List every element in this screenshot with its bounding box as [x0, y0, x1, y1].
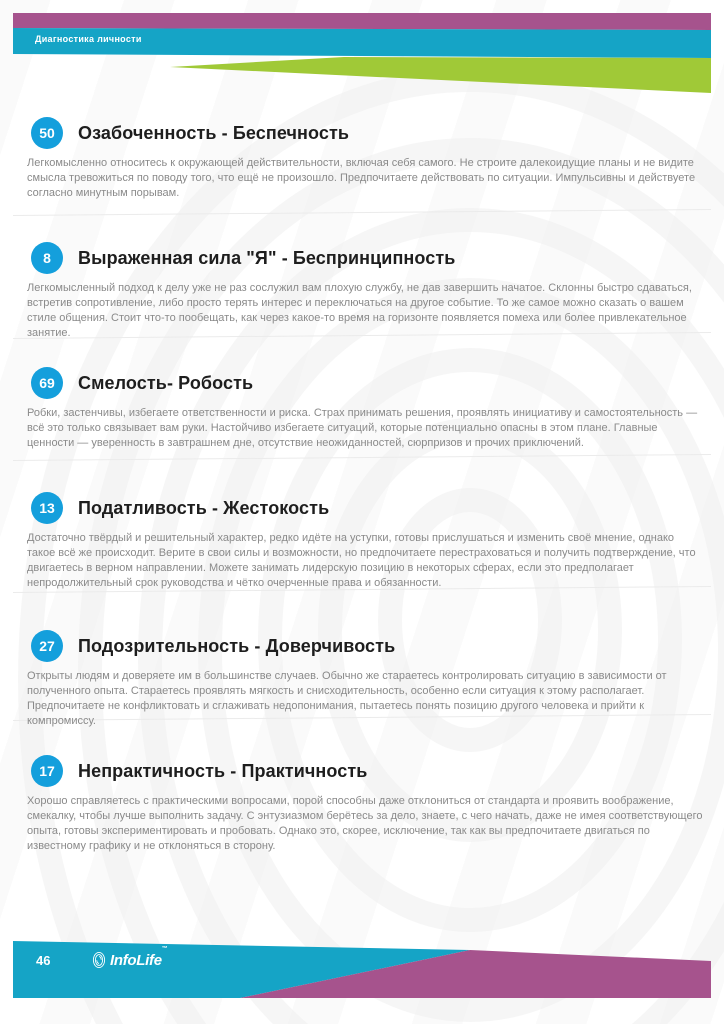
- section-description: Открыты людям и доверяете им в большинстве случаев. Обычно же стараетесь контролировать ситуацию в зависимости от полученного опыта. Стараетесь проявлять мягкость и снисходительность, особенно если ситуация к этому располагает. Предпочитаете не конфликтовать и сглаживать недопонимания, пытаетесь понять позицию другого человека и прийти к компромиссу.: [27, 670, 667, 727]
- section-description: Хорошо справляетесь с практическими вопросами, порой способны даже отклониться от стандарта и проявить воображение, смекалку, чтобы лучше выполнить задачу. С энтузиазмом берётесь за дело, знаете, с чего начать, даже не имея соответствующего опыта, готовы экспериментировать и пробовать. Однако это, скорее, исключение, так как вы предпочитаете двигаться по известному графику и не отклоняться в сторону.: [27, 795, 703, 852]
- section-header: [27, 117, 703, 149]
- section-description: Достаточно твёрдый и решительный характер, редко идёте на уступки, готовы прислушаться и изменить своё мнение, однако такое всё же происходит. Верите в свои силы и возможности, но предпочитаете перестраховаться и получить подтверждение, что двигаетесь в верном направлении. Можете занимать лидерскую позицию в некоторых сферах, если это предполагает непродолжительный срок руководства и чётко очерченные права и обязанности.: [27, 532, 696, 589]
- section-header: [27, 367, 703, 399]
- score-badge: 17: [31, 755, 63, 787]
- trait-section: [27, 117, 703, 201]
- trait-section: [27, 630, 703, 729]
- trademark-symbol: ™: [161, 945, 168, 952]
- trait-section: [27, 367, 703, 451]
- score-badge: 27: [31, 630, 63, 662]
- section-title: Податливость - Жестокость: [78, 497, 330, 518]
- section-description: Легкомысленный подход к делу уже не раз сослужил вам плохую службу, не дав завершить начатое. Склонны быстро сдаваться, встретив сопротивление, либо просто терять интерес и переключаться на другое событие. То же самое можно сказать о вашем стиле общения. Стоит что-то пообещать, как через какое-то время на горизонте появляется помеха или более привлекательное занятие.: [27, 282, 692, 339]
- page-header-title: Диагностика личности: [35, 34, 142, 44]
- trait-section: [27, 242, 703, 341]
- section-header: [27, 755, 703, 787]
- section-title: Озабоченность - Беспечность: [78, 122, 350, 143]
- section-header: [27, 630, 703, 662]
- trait-section: [27, 492, 703, 591]
- section-title: Смелость- Робость: [78, 372, 254, 393]
- trait-section: [27, 755, 703, 854]
- section-header: [27, 242, 703, 274]
- page-number: 46: [36, 953, 51, 968]
- fingerprint-logo-icon: [92, 951, 106, 969]
- section-title: Непрактичность - Практичность: [78, 760, 368, 781]
- score-badge: 50: [31, 117, 63, 149]
- section-title: Подозрительность - Доверчивость: [78, 635, 396, 656]
- score-badge: 13: [31, 492, 63, 524]
- infolife-logo: [92, 945, 168, 969]
- logo-wordmark: InfoLife™: [110, 945, 168, 969]
- section-description: Робки, застенчивы, избегаете ответственности и риска. Страх принимать решения, проявлять инициативу и самостоятельность — всё это только связывает вам руки. Настойчиво избегаете ситуаций, которые потенциально опасны в этом плане. Главные ценности — уверенность в завтрашнем дне, отсутствие неожиданностей, сюрпризов и прочих приключений.: [27, 407, 698, 449]
- score-badge: 8: [31, 242, 63, 274]
- score-badge: 69: [31, 367, 63, 399]
- section-title: Выраженная сила "Я" - Беспринципность: [78, 247, 456, 268]
- section-header: [27, 492, 703, 524]
- section-description: Легкомысленно относитесь к окружающей действительности, включая себя самого. Не строите далекоидущие планы и не видите смысла тревожиться по поводу того, что ещё не произошло. Предпочитаете действовать по ситуации. Импульсивны и действуете согласно минутным порывам.: [27, 157, 696, 199]
